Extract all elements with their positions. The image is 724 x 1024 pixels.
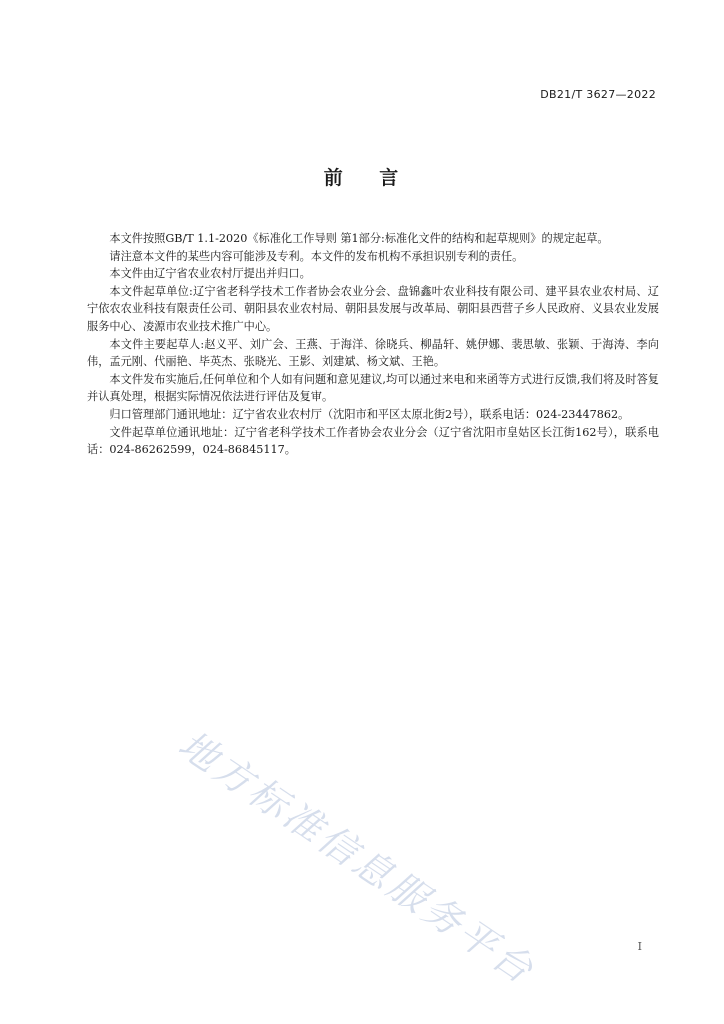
foreword-body (87, 230, 659, 459)
paragraph-drafters: 本文件主要起草人:赵义平、刘广会、王燕、于海洋、徐晓兵、柳晶轩、姚伊娜、裴思敏、张颖、于海涛、李向伟，孟元刚、代丽艳、毕英杰、张晓光、王影、刘建斌、杨文斌、王艳。 (87, 337, 659, 369)
paragraph-drafting-unit-address: 文件起草单位通讯地址：辽宁省老科学技术工作者协会农业分会（辽宁省沈阳市皇姑区长江街162号），联系电话：024-86262599，024-86845117。 (87, 425, 659, 457)
page-number: I (637, 940, 642, 953)
paragraph-feedback: 本文件发布实施后,任何单位和个人如有问题和意见建议,均可以通过来电和来函等方式进行反馈,我们将及时答复并认真处理，根据实际情况依法进行评估及复审。 (87, 372, 659, 404)
paragraph-proposer: 本文件由辽宁省农业农村厅提出并归口。 (109, 267, 311, 281)
document-code: DB21/T 3627—2022 (540, 88, 656, 101)
paragraph-patent-notice: 请注意本文件的某些内容可能涉及专利。本文件的发布机构不承担识别专利的责任。 (109, 249, 524, 263)
paragraph-drafting-units: 本文件起草单位:辽宁省老科学技术工作者协会农业分会、盘锦鑫叶农业科技有限公司、建平县农业农村局、辽宁依农农业科技有限责任公司、朝阳县农业农村局、朝阳县发展与改革局、朝阳县西营子乡人民政府、义县农业发展服务中心、凌源市农业技术推广中心。 (87, 284, 659, 333)
paragraph-drafting-basis: 本文件按照GB/T 1.1-2020《标准化工作导则 第1部分:标准化文件的结构和起草规则》的规定起草。 (109, 232, 609, 245)
page-title: 前 言 (323, 167, 401, 189)
paragraph-management-address: 归口管理部门通讯地址：辽宁省农业农村厅（沈阳市和平区太原北街2号），联系电话：024-23447862。 (109, 407, 630, 421)
watermark: 地方标准信息服务平台 (170, 722, 544, 994)
